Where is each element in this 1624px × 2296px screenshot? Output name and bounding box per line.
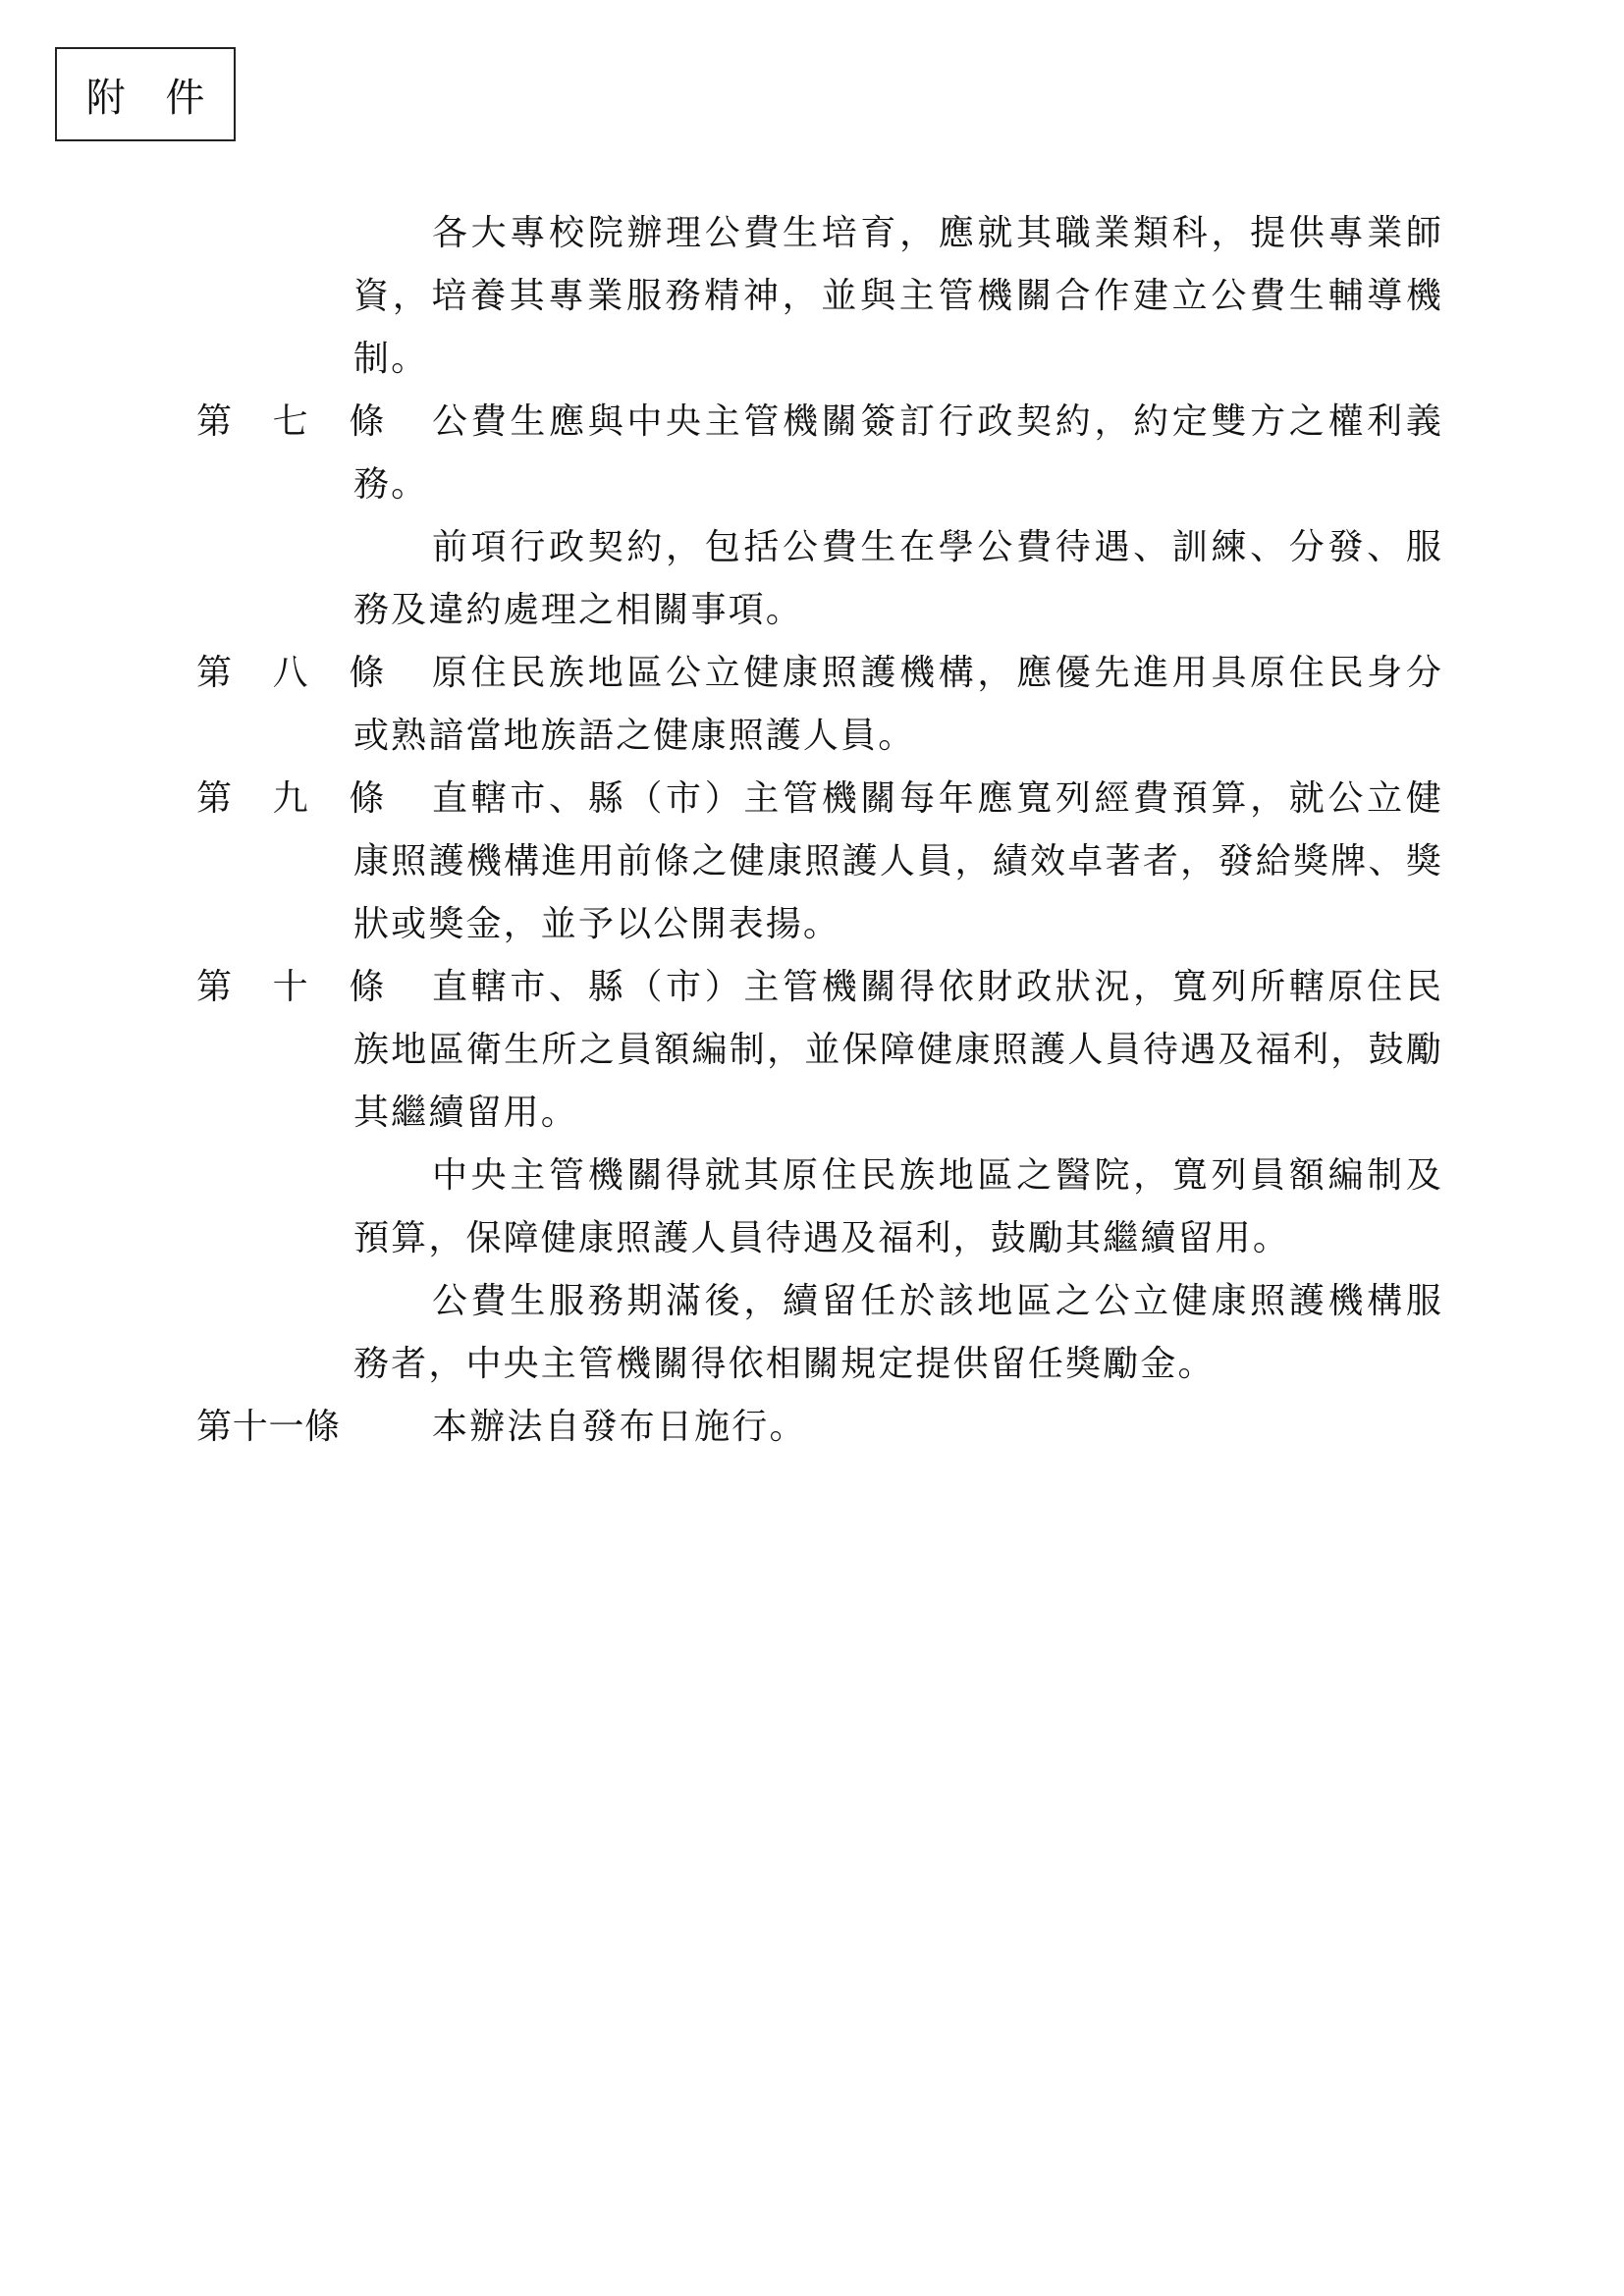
article-number: 第十一條 <box>196 1407 341 1447</box>
article-paragraph: 中央主管機關得就其原住民族地區之醫院，寬列員額編制及預算，保障健康照護人員待遇及福利，鼓勵其繼續留用。 <box>353 1155 1443 1258</box>
article-number: 第 十 條 <box>196 967 400 1007</box>
attachment-label: 附 件 <box>85 75 219 121</box>
article-9 <box>196 768 1443 956</box>
article-7 <box>196 391 1443 516</box>
article-number: 第 七 條 <box>196 401 400 442</box>
article-paragraph: 本辦法自發布日施行。 <box>432 1407 807 1447</box>
document-body <box>196 202 1443 1459</box>
article-paragraph: 前項行政契約，包括公費生在學公費待遇、訓練、分發、服務及違約處理之相關事項。 <box>353 527 1443 630</box>
article-10 <box>196 956 1443 1145</box>
article-paragraph: 原住民族地區公立健康照護機構，應優先進用具原住民身分或熟諳當地族語之健康照護人員。 <box>353 653 1443 756</box>
attachment-label-box <box>55 47 236 141</box>
article-paragraph: 直轄市、縣（市）主管機關每年應寬列經費預算，就公立健康照護機構進用前條之健康照護人員，績效卓著者，發給獎牌、獎狀或獎金，並予以公開表揚。 <box>353 778 1443 944</box>
article-11 <box>196 1396 1443 1459</box>
intro-paragraph: 各大專校院辦理公費生培育，應就其職業類科，提供專業師資，培養其專業服務精神，並與主管機關合作建立公費生輔導機制。 <box>353 213 1443 379</box>
article-paragraph: 直轄市、縣（市）主管機關得依財政狀況，寬列所轄原住民族地區衛生所之員額編制，並保障健康照護人員待遇及福利，鼓勵其繼續留用。 <box>353 967 1443 1133</box>
article-8 <box>196 642 1443 768</box>
article-paragraph: 公費生服務期滿後，續留任於該地區之公立健康照護機構服務者，中央主管機關得依相關規定提供留任獎勵金。 <box>353 1281 1443 1384</box>
article-number: 第 八 條 <box>196 653 400 693</box>
article-number: 第 九 條 <box>196 778 400 819</box>
article-paragraph: 公費生應與中央主管機關簽訂行政契約，約定雙方之權利義務。 <box>353 401 1443 505</box>
